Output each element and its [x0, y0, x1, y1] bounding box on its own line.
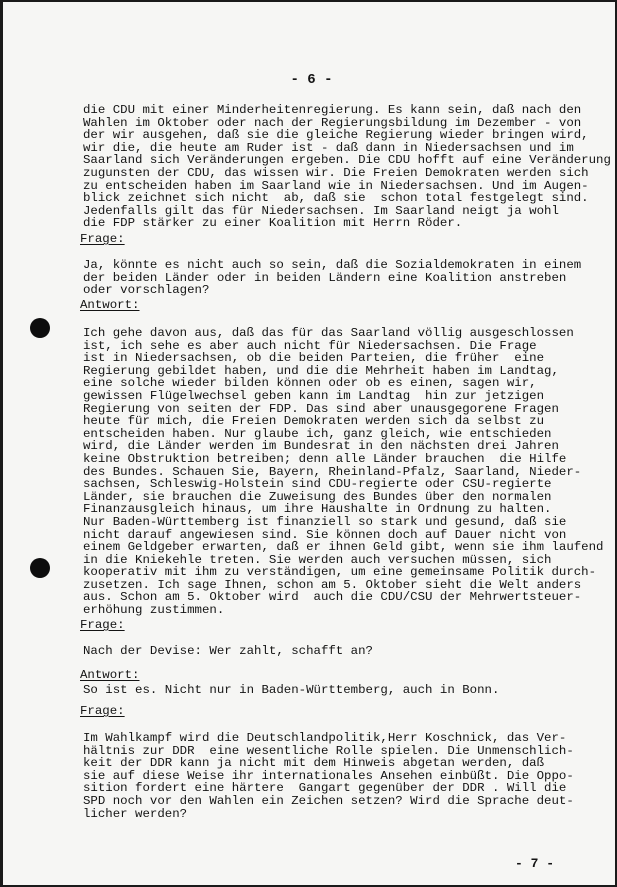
question-label: Frage: [80, 618, 125, 632]
text-line: blick zeichnet sich nicht ab, daß sie schon total festgelegt sind. [83, 191, 589, 206]
text-line: So ist es. Nicht nur in Baden-Württemberg, auch in Bonn. [83, 683, 500, 697]
text-line: wird, die Länder werden im Bundesrat in den nächsten drei Jahren [83, 439, 559, 454]
text-line: Länder, sie brauchen die Zuweisung des Bundes über den normalen [83, 489, 552, 504]
text-line: keine Obstruktion betreiben; denn alle Länder brauchen die Hilfe [83, 451, 567, 466]
text-line: einem Geldgeber erwarten, daß er ihnen Geld gibt, wenn sie ihm laufend [83, 540, 604, 555]
text-line: oder vorschlagen? [83, 283, 210, 298]
text-line: der beiden Länder oder in beiden Ländern eine Koalition anstreben [83, 270, 567, 285]
text-line: Jedenfalls gilt das für Niedersachsen. Im Saarland neigt ja wohl [83, 203, 559, 218]
text-line: ist, ich sehe es aber auch nicht für Niedersachsen. Die Frage [83, 338, 537, 353]
punch-hole [30, 558, 50, 578]
text-line: des Bundes. Schauen Sie, Bayern, Rheinland-Pfalz, Saarland, Nieder- [83, 464, 582, 479]
paragraph [83, 684, 603, 697]
text-line: heute für mich, die Freien Demokraten werden sich da selbst zu [83, 414, 545, 429]
punch-hole [30, 318, 50, 338]
text-line: Im Wahlkampf wird die Deutschlandpolitik,Herr Koschnick, das Ver- [83, 731, 567, 745]
text-line: die FDP stärker zu einer Koalition mit Herrn Röder. [83, 216, 463, 231]
text-line: Saarland sich Veränderungen ergeben. Die CDU hofft auf eine Veränderung [83, 153, 611, 168]
question-label: Frage: [80, 232, 125, 246]
text-line: Nach der Devise: Wer zahlt, schafft an? [83, 644, 373, 658]
text-line: sition fordert eine härtere Gangart gegenüber der DDR . Will die [83, 781, 567, 796]
paragraph [83, 259, 603, 297]
question-label: Frage: [80, 704, 125, 718]
text-line: zu entscheiden haben im Saarland wie in Niedersachsen. Und im Augen- [83, 178, 589, 193]
text-line: erhöhung zustimmen. [83, 603, 225, 618]
text-line: gewissen Flügelwechsel geben kann im Landtag hin zur jetzigen [83, 388, 545, 403]
text-line: zugunsten der CDU, das wissen wir. Die Freien Demokraten werden sich [83, 165, 589, 180]
text-line: die CDU mit einer Minderheitenregierung. Es kann sein, daß nach den [83, 103, 582, 117]
next-page-number: - 7 - [515, 856, 555, 871]
paragraph [83, 103, 611, 231]
text-line: sachsen, Schleswig-Holstein sind CDU-regierte oder CSU-regierte [83, 477, 552, 492]
text-line: Wahlen im Oktober oder nach der Regierungsbildung im Dezember - von [83, 115, 582, 130]
text-line: Regierung von seiten der FDP. Das sind aber unausgegorene Fragen [83, 401, 559, 416]
text-line: der wir ausgehen, daß sie die gleiche Regierung wieder bringen wird, [83, 128, 589, 143]
text-line: wir die, die heute am Ruder ist - daß dann in Niedersachsen und im [83, 140, 574, 155]
text-line: entscheiden haben. Nur glaube ich, ganz gleich, wie entschieden [83, 426, 552, 441]
text-line: Ja, könnte es nicht auch so sein, daß die Sozialdemokraten in einem [83, 258, 582, 272]
answer-label: Antwort: [80, 668, 140, 682]
paragraph [83, 645, 603, 658]
paragraph [83, 327, 603, 617]
text-line: Regierung gebildet haben, und die die Mehrheit haben im Landtag, [83, 363, 559, 378]
text-line: kooperativ mit ihm zu verständigen, um eine gemeinsame Politik durch- [83, 565, 597, 580]
answer-label: Antwort: [80, 298, 140, 312]
text-line: ist in Niedersachsen, ob die beiden Parteien, die früher eine [83, 351, 545, 366]
text-line: Nur Baden-Württemberg ist finanziell so stark und gesund, daß sie [83, 514, 567, 529]
text-line: licher werden? [83, 806, 188, 821]
text-line: keit der DDR kann ja nicht mit dem Hinweis abgetan werden, daß [83, 756, 545, 771]
text-line: aus. Schon am 5. Oktober wird auch die CDU/CSU der Mehrwertsteuer- [83, 590, 582, 605]
page-number: - 6 - [290, 72, 333, 88]
text-line: Finanzausgleich hinaus, um ihre Haushalte in Ordnung zu halten. [83, 502, 552, 517]
text-line: hältnis zur DDR eine wesentliche Rolle spielen. Die Unmenschlich- [83, 743, 574, 758]
text-line: SPD noch vor den Wahlen ein Zeichen setzen? Wird die Sprache deut- [83, 793, 574, 808]
text-line: sie auf diese Weise ihr internationales Ansehen einbüßt. Die Oppo- [83, 768, 574, 783]
text-line: nicht darauf angewiesen sind. Sie können doch auf Dauer nicht von [83, 527, 567, 542]
paragraph [83, 732, 603, 820]
text-line: Ich gehe davon aus, daß das für das Saarland völlig ausgeschlossen [83, 326, 574, 340]
text-line: zusetzen. Ich sage Ihnen, schon am 5. Oktober sieht die Welt anders [83, 577, 582, 592]
text-line: eine solche wieder bilden können oder ob es einen, sagen wir, [83, 376, 537, 391]
text-line: in die Kniekehle treten. Sie werden auch versuchen müssen, sich [83, 552, 552, 567]
